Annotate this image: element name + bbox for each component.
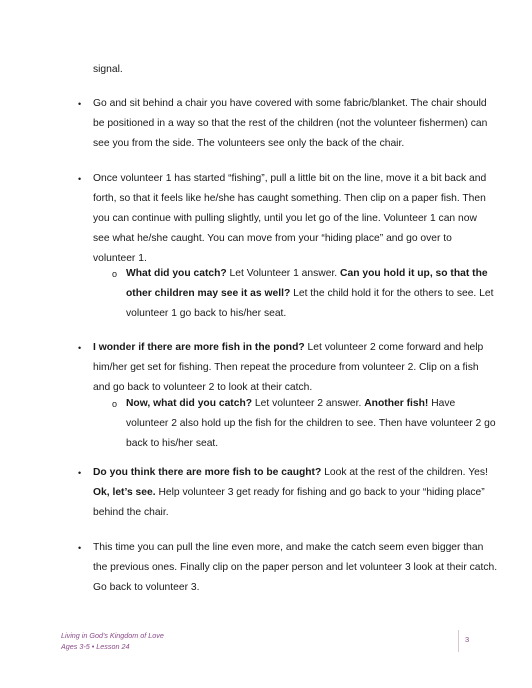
sub-2-text-2: Have [428,398,456,409]
bullet-5-line-2: the previous ones. Finally clip on the paper person and let volunteer 3 look at their catch. [93,562,498,573]
footer-lesson-info: Ages 3-5 • Lesson 24 [61,641,130,651]
bullet-marker: • [78,543,82,553]
sub-1-line-3: volunteer 1 go back to his/her seat. [126,308,287,319]
intro-text: signal. [93,64,123,75]
sub-1-question-2: Can you hold it up, so that the [340,268,488,279]
bullet-4-line-1 [93,463,488,484]
sub-bullet-marker: o [112,399,118,409]
bullet-marker: • [78,174,82,184]
sub-1-text: Let Volunteer 1 answer. [226,268,341,279]
bullet-marker: • [78,468,82,478]
bullet-4-line-3: behind the chair. [93,507,169,518]
sub-2-question: Now, what did you catch? [126,398,253,409]
bullet-1-line-1: Go and sit behind a chair you have covered with some fabric/blanket. The chair should [93,98,487,109]
bullet-3-line-2: him/her get set for fishing. Then repeat the procedure from volunteer 2. Clip on a fish [93,362,479,373]
footer-divider [458,630,459,652]
bullet-4-text: Look at the rest of the children. Yes! [321,467,488,478]
page-number: 3 [465,635,470,644]
sub-1-line-1 [126,264,488,285]
bullet-2-line-3: you can continue with pulling slightly, until you let go of the line. Volunteer 1 can now [93,213,477,224]
bullet-1-line-2: be positioned in a way so that the rest of the children (not the volunteer fishermen) can [93,118,488,129]
bullet-5-line-1: This time you can pull the line even more, and make the catch seem even bigger than [93,542,484,553]
bullet-4-text-2: Help volunteer 3 get ready for fishing and go back to your “hiding place” [155,487,485,498]
sub-1-text-2: Let the child hold it for the others to see. Let [290,288,494,299]
sub-2-text: Let volunteer 2 answer. [252,398,365,409]
sub-1-question: What did you catch? [126,268,227,279]
bullet-2-line-2: forth, so that it feels like he/she has caught something. Then clip on a paper fish. Then [93,193,486,204]
bullet-4-question: Do you think there are more fish to be caught? [93,467,322,478]
bullet-marker: • [78,99,82,109]
sub-1-line-2 [126,284,493,305]
bullet-2-line-4: see what he/she caught. You can move from your “hiding place” and go over to [93,233,452,244]
bullet-marker: • [78,343,82,353]
page-footer [61,631,164,652]
bullet-2-line-5: volunteer 1. [93,253,147,264]
bullet-4-exclaim: Ok, let’s see. [93,487,156,498]
sub-2-exclaim: Another fish! [364,398,429,409]
bullet-3-line-3: and go back to volunteer 2 to look at their catch. [93,382,313,393]
bullet-1-line-3: see you from the side. The volunteers see only the back of the chair. [93,138,405,149]
bullet-5-line-3: Go back to volunteer 3. [93,582,200,593]
bullet-4-line-2 [93,483,485,504]
bullet-3-line-1 [93,338,483,359]
bullet-2-line-1: Once volunteer 1 has started “fishing”, pull a little bit on the line, move it a bit back and [93,173,487,184]
sub-2-line-3: back to his/her seat. [126,438,219,449]
bullet-3-text: Let volunteer 2 come forward and help [304,342,484,353]
sub-bullet-marker: o [112,269,118,279]
footer-course-title: Living in God's Kingdom of Love [61,631,164,640]
sub-1-question-2-cont: other children may see it as well? [126,288,291,299]
sub-2-line-1 [126,394,455,415]
bullet-3-question: I wonder if there are more fish in the pond? [93,342,305,353]
sub-2-line-2: volunteer 2 also hold up the fish for the children to see. Then have volunteer 2 go [126,418,496,429]
